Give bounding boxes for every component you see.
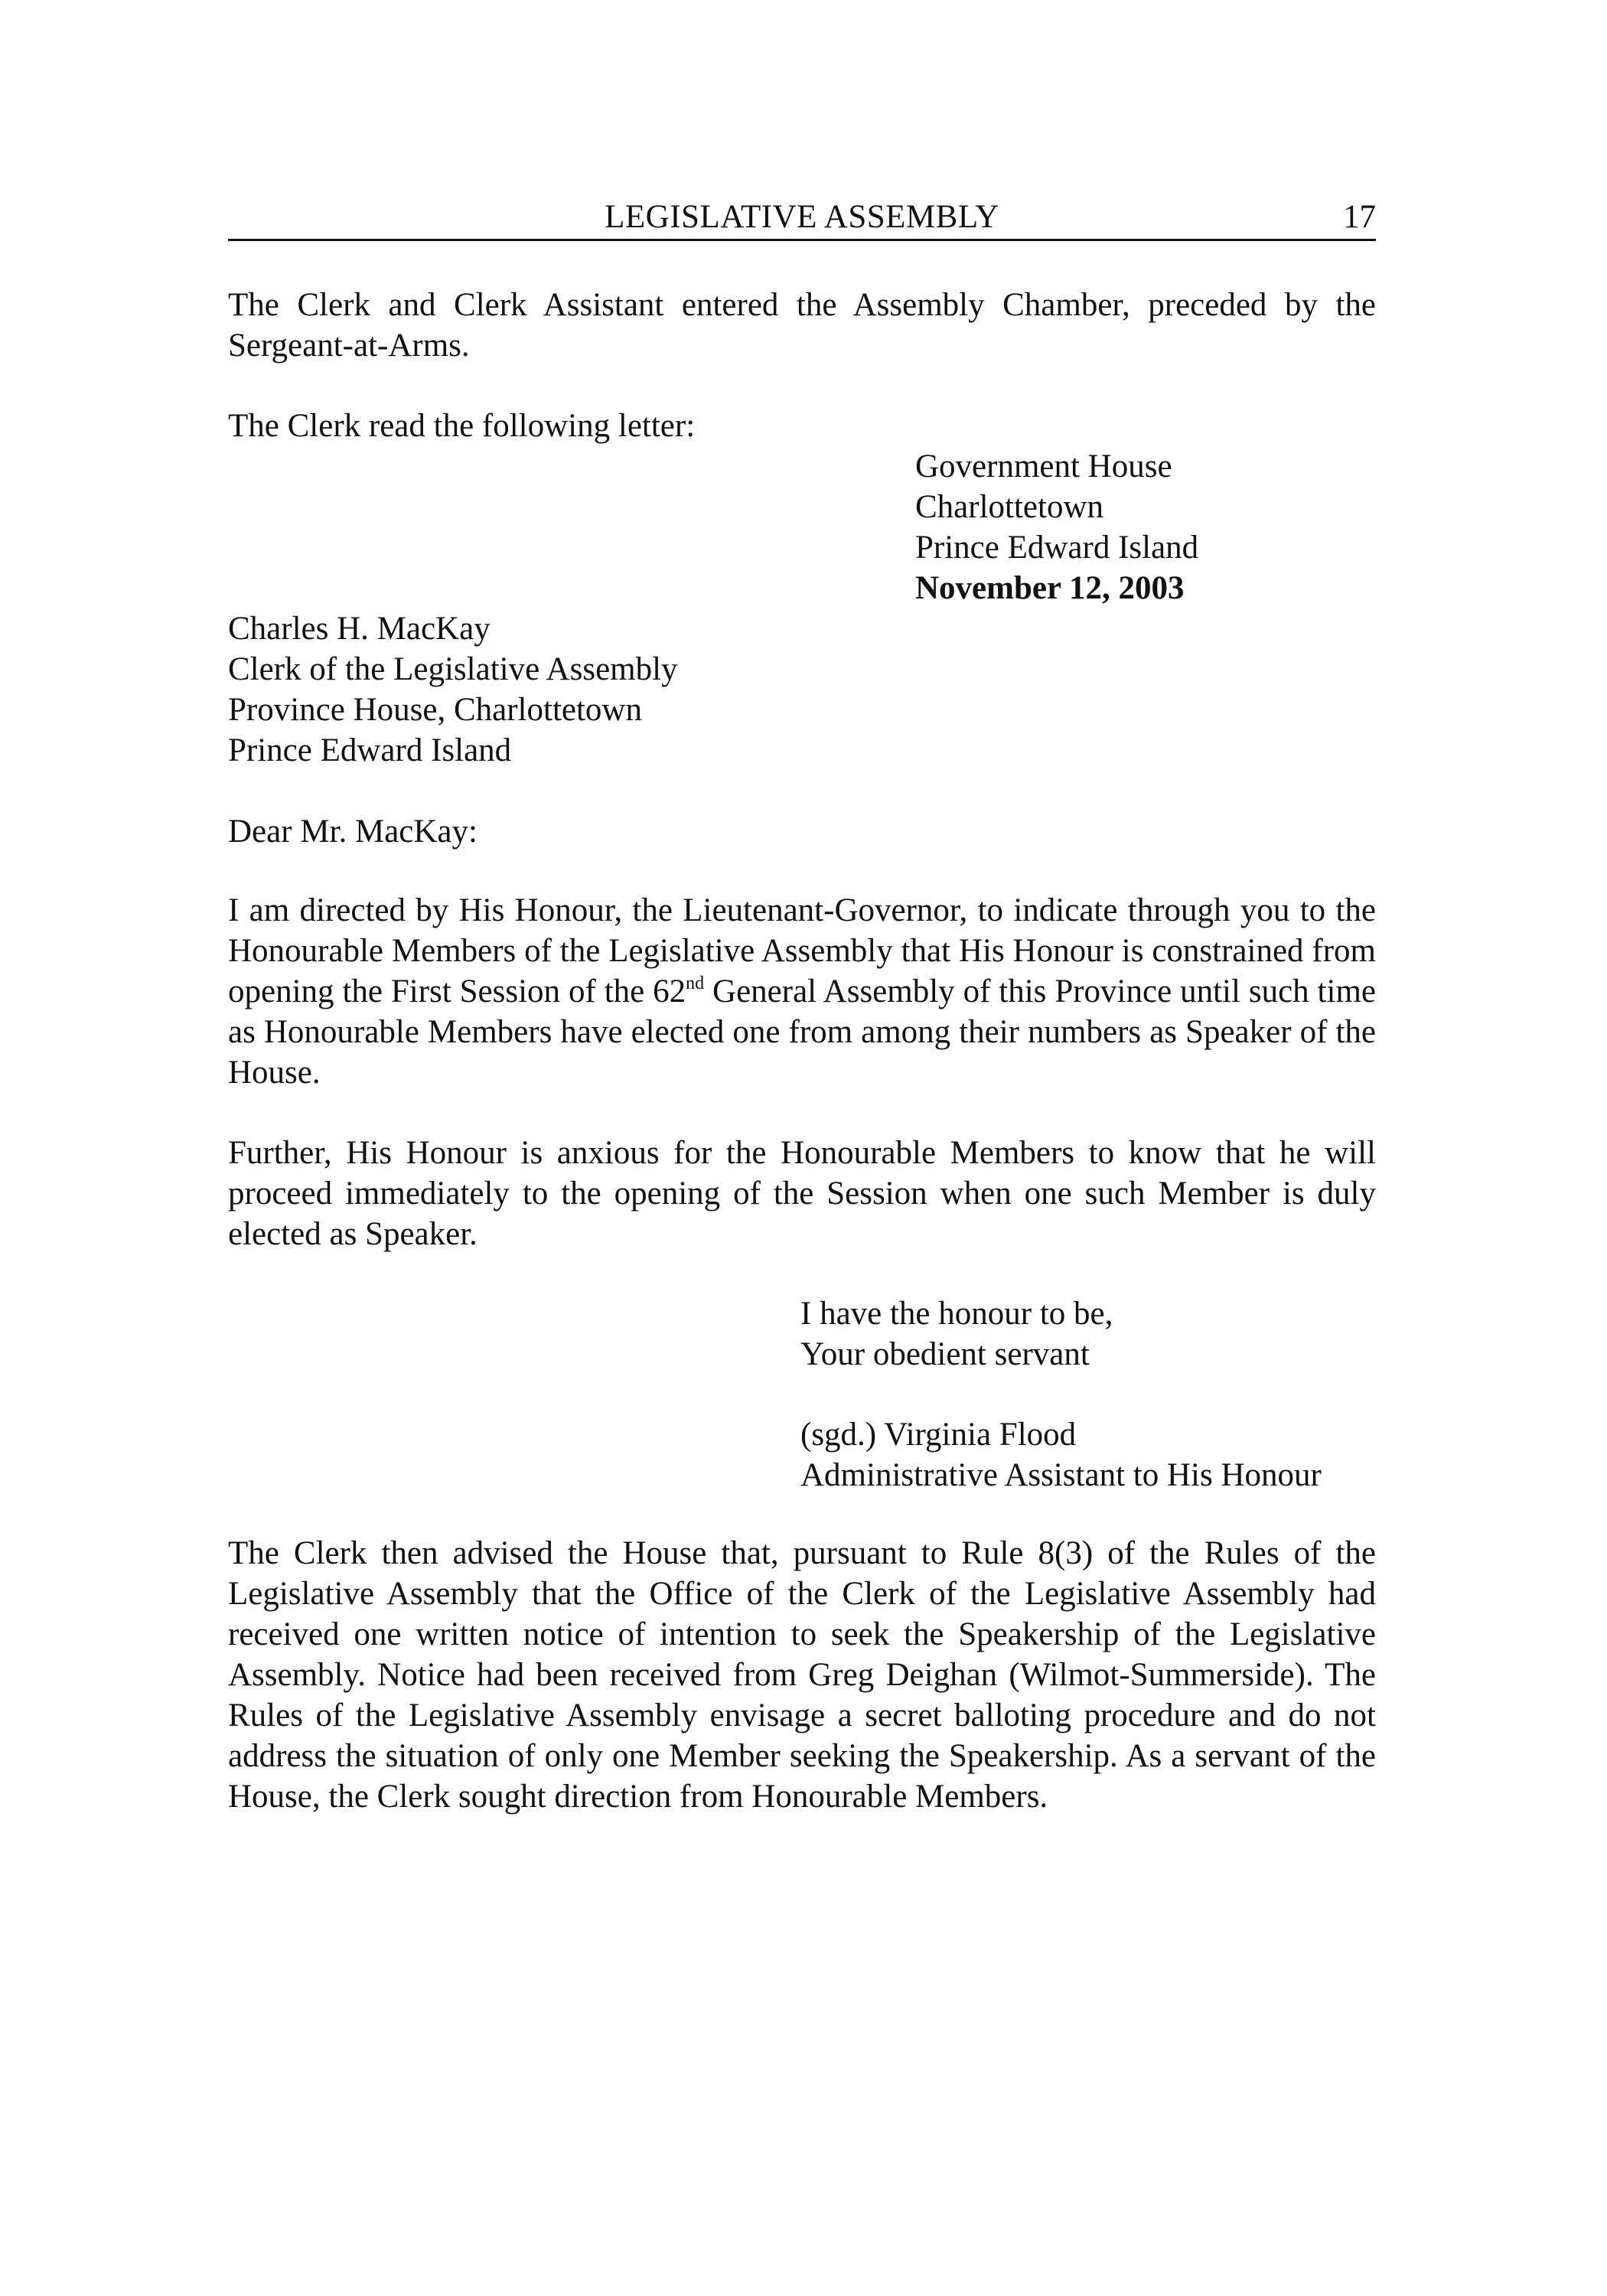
recipient-title: Clerk of the Legislative Assembly [228, 651, 678, 687]
closing-line-2: Your obedient servant [800, 1336, 1090, 1372]
sender-address-line-3: Prince Edward Island [915, 530, 1199, 566]
clerk-advice-paragraph: The Clerk then advised the House that, pursuant to Rule 8(3) of the Rules of the Legislative Assembly that the Office of the Clerk of the Legislative Assembly had received one written notice of intention to seek the Speakership of the Legislative Assembly. Notice had been received from Greg Deighan (Wilmot-Summerside). The Rules of the Legislative Assembly envisage a secret balloting procedure and do not address the situation of only one Member seeking the Speakership. As a servant of the House, the Clerk sought direction from Honourable Members. [228, 1535, 1376, 1815]
letter-paragraph-1 [228, 890, 1376, 1093]
sender-address-line-2: Charlottetown [915, 489, 1104, 525]
signature-title: Administrative Assistant to His Honour [800, 1457, 1322, 1493]
sender-address-line-1: Government House [915, 448, 1172, 484]
letter-date: November 12, 2003 [915, 570, 1185, 606]
page-number: 17 [1343, 199, 1376, 235]
recipient-name: Charles H. MacKay [228, 611, 491, 647]
signature-block [800, 1414, 1322, 1495]
read-letter-line: The Clerk read the following letter: [228, 408, 696, 444]
intro-paragraph: The Clerk and Clerk Assistant entered the Assembly Chamber, preceded by the Sergeant-at-Arms. [228, 287, 1376, 364]
recipient-province: Prince Edward Island [228, 732, 512, 768]
header-title: LEGISLATIVE ASSEMBLY [605, 199, 999, 235]
letter-paragraph-1-text-b: General Assembly of this Province until such time as Honourable Members have elected one from among their numbers as Speaker of the House. [228, 974, 1376, 1091]
ordinal-suffix: nd [686, 974, 705, 993]
salutation: Dear Mr. MacKay: [228, 814, 478, 850]
letter-paragraph-1-text-a: I am directed by His Honour, the Lieutenant-Governor, to indicate through you to the Honourable Members of the Legislative Assembly that His Honour is constrained from opening the First Session of the 62 [228, 892, 1376, 1009]
recipient-building: Province House, Charlottetown [228, 692, 642, 728]
closing [800, 1293, 1113, 1375]
running-header [228, 196, 1376, 241]
letter-paragraph-2: Further, His Honour is anxious for the Honourable Members to know that he will proceed immediately to the opening of the Session when one such Member is duly elected as Speaker. [228, 1135, 1376, 1252]
closing-line-1: I have the honour to be, [800, 1296, 1113, 1332]
recipient-address [228, 608, 678, 771]
sender-address [915, 446, 1198, 608]
signature-name: (sgd.) Virginia Flood [800, 1417, 1077, 1453]
